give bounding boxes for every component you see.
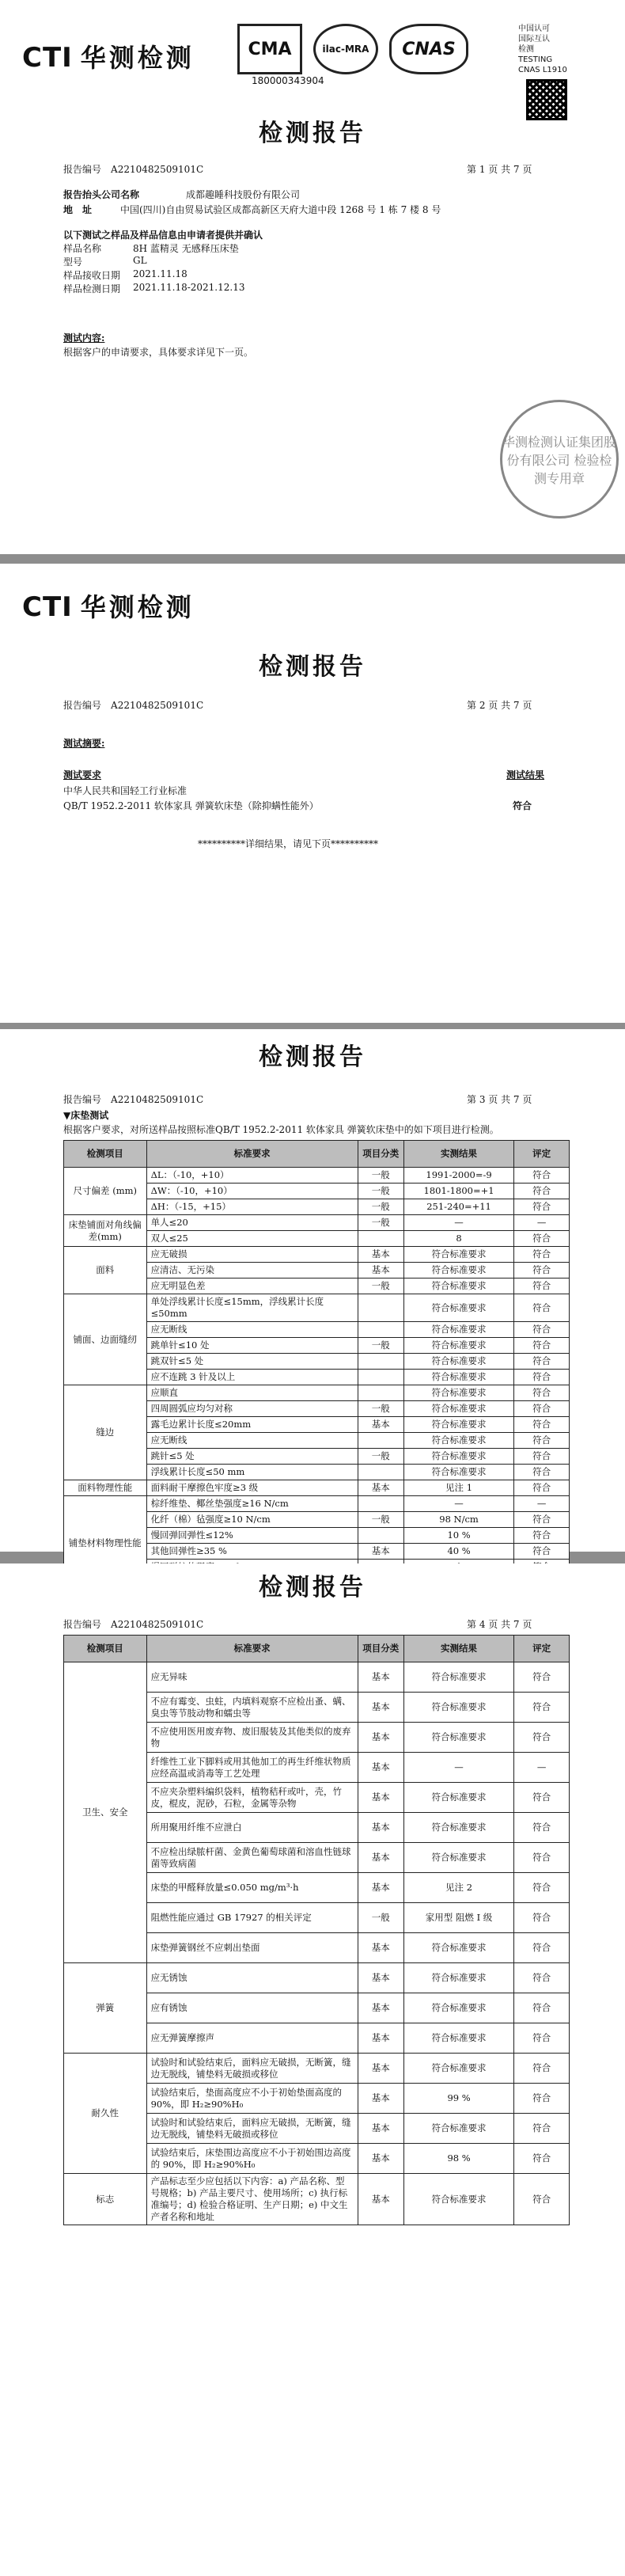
result-cell: 符合标准要求 xyxy=(403,1933,513,1963)
table-row xyxy=(64,1215,570,1231)
requirement-cell: 不应有霉变、虫蛀，内填料观察不应检出蚤、螨、臭虫等节肢动物和蠕虫等 xyxy=(146,1693,358,1723)
result-cell: 见注 1 xyxy=(403,1480,513,1496)
category-cell: 基本 xyxy=(358,1963,403,1993)
item-cell: 铺垫材料物理性能 xyxy=(64,1496,147,1591)
verdict-cell: 符合 xyxy=(514,1184,570,1199)
verdict-cell: 符合 xyxy=(514,1693,570,1723)
verdict-cell: 符合 xyxy=(514,1168,570,1184)
requirement-cell: 应无破损 xyxy=(146,1247,358,1263)
test-table-p4 xyxy=(63,1635,570,2225)
item-cell: 缝边 xyxy=(64,1385,147,1480)
end-note: **********详细结果，请见下页********** xyxy=(198,838,379,849)
item-cell: 卫生、安全 xyxy=(64,1662,147,1963)
result-cell: 符合标准要求 xyxy=(403,1354,513,1370)
result-cell: 符合标准要求 xyxy=(403,1783,513,1813)
verdict-cell: 符合 xyxy=(514,1873,570,1903)
result-cell: 符合标准要求 xyxy=(403,1370,513,1385)
category-cell: 基本 xyxy=(358,1753,403,1783)
page-number: 第 2 页 共 7 页 xyxy=(467,700,532,711)
page-title: 检测报告 xyxy=(259,120,366,147)
verdict-cell: — xyxy=(514,1496,570,1512)
result-cell: 符合标准要求 xyxy=(403,1813,513,1843)
category-cell: 基本 xyxy=(358,1723,403,1753)
verdict-cell: 符合 xyxy=(514,1528,570,1544)
category-cell: 基本 xyxy=(358,1247,403,1263)
requirement-cell: 其他回弹性≥35 % xyxy=(146,1544,358,1560)
requirement-cell: 慢回弹回弹性≤12% xyxy=(146,1528,358,1544)
table-row xyxy=(64,1662,570,1693)
cti-logo: CTI 华测检测 xyxy=(22,591,195,623)
category-cell: 一般 xyxy=(358,1215,403,1231)
item-cell: 床垫铺面对角线偏差(mm) xyxy=(64,1215,147,1247)
verdict-cell: 符合 xyxy=(514,1933,570,1963)
test-content-text: 根据客户的申请要求，具体要求详见下一页。 xyxy=(63,347,254,358)
requirement-cell: 跳双针≤5 处 xyxy=(146,1354,358,1370)
test-content-label: 测试内容: xyxy=(63,332,105,344)
category-cell: 基本 xyxy=(358,1544,403,1560)
requirement-cell: 所用聚用纤维不应泄白 xyxy=(146,1813,358,1843)
category-cell: 基本 xyxy=(358,1693,403,1723)
result-cell: — xyxy=(403,1496,513,1512)
category-cell: 基本 xyxy=(358,2084,403,2114)
result-cell: 符合标准要求 xyxy=(403,1279,513,1294)
page-title: 检测报告 xyxy=(259,1043,366,1071)
item-cell: 耐久性 xyxy=(64,2054,147,2174)
category-cell xyxy=(358,1465,403,1480)
result-cell: 符合标准要求 xyxy=(403,1723,513,1753)
page-number: 第 4 页 共 7 页 xyxy=(467,1619,532,1630)
result-cell: 符合标准要求 xyxy=(403,2023,513,2054)
verdict-cell: 符合 xyxy=(514,1433,570,1449)
category-cell: 一般 xyxy=(358,1449,403,1465)
table-header: 项目分类 xyxy=(358,1141,403,1168)
table-row xyxy=(64,1480,570,1496)
category-cell: 一般 xyxy=(358,1279,403,1294)
requirement-cell: 试验结束后，床垫围边高度应不小于初始围边高度的 90%，即 H₂≥90%H₀ xyxy=(146,2144,358,2174)
verdict-cell: 符合 xyxy=(514,1480,570,1496)
verdict-cell: 符合 xyxy=(514,1843,570,1873)
item-cell: 面料物理性能 xyxy=(64,1480,147,1496)
section-intro: 根据客户要求，对所送样品按照标准QB/T 1952.2-2011 软体家具 弹簧软床垫中的如下项目进行检测。 xyxy=(63,1124,499,1135)
summary-label: 测试摘要: xyxy=(63,738,105,749)
category-cell xyxy=(358,1370,403,1385)
result-cell: 98 % xyxy=(403,2144,513,2174)
verdict-cell: 符合 xyxy=(514,1783,570,1813)
cnas-text: 中国认可 国际互认 检测 TESTING CNAS L1910 xyxy=(518,25,567,74)
requirement-cell: 双人≤25 xyxy=(146,1231,358,1247)
category-cell: 基本 xyxy=(358,1873,403,1903)
category-cell xyxy=(358,1354,403,1370)
item-cell: 弹簧 xyxy=(64,1963,147,2054)
verdict-cell: 符合 xyxy=(514,2174,570,2225)
result-cell: 1801-1800=+1 xyxy=(403,1184,513,1199)
report-page-1: CTI 华测检测 CMA ilac-MRA CNAS 180000343904 中国认可 国际互认 检测 TESTING CNAS L1910 检测报告 报告编号 A2210482509101C 第 1 页 共 7 页 报告抬头公司名称 成都趣睡科技股份有限公司 地 址 中国(四川)自由贸易试验区成都高新区天府大道中段 1268 号 1 栋 7 楼 8 号 以下测试之样品及样品信息由申请者提供并确认 样品名称 8H 蓝精灵 无感释压床垫 型号 GL 样品接收日期 2021.11.18 样品检测日期 2021.11.18-2021.12.13 测试内容: 根据客户的申请要求，具体要求详见下一页。 华测检测认证集团股份有限公司 检验检测专用章 xyxy=(0,0,625,554)
category-cell: 一般 xyxy=(358,1168,403,1184)
verdict-cell: 符合 xyxy=(514,1465,570,1480)
verdict-cell: 符合 xyxy=(514,1263,570,1279)
verdict-cell: 符合 xyxy=(514,1544,570,1560)
requirement-cell: 试验时和试验结束后，面料应无破损，无断簧，缝边无脱线，铺垫料无破损或移位 xyxy=(146,2054,358,2084)
requirement-cell: 应有锈蚀 xyxy=(146,1993,358,2023)
result-cell: 符合标准要求 xyxy=(403,1433,513,1449)
verdict-cell: 符合 xyxy=(514,1401,570,1417)
verdict-cell: 符合 xyxy=(514,2084,570,2114)
result-cell: 符合标准要求 xyxy=(403,1843,513,1873)
section-title: ▼床垫测试 xyxy=(63,1110,109,1121)
verdict-cell: 符合 xyxy=(514,1903,570,1933)
result-cell: 符合标准要求 xyxy=(403,1322,513,1338)
requirement-cell: 产品标志至少应包括以下内容：a) 产品名称、型号规格；b) 产品主要尺寸、使用场所；c) 执行标准编号；d) 检验合格证明、生产日期；e) 中文生产者名称和地址 xyxy=(146,2174,358,2225)
requirement-cell: 单人≤20 xyxy=(146,1215,358,1231)
table-row xyxy=(64,1247,570,1263)
result-cell: 符合标准要求 xyxy=(403,2114,513,2144)
result-cell: 99 % xyxy=(403,2084,513,2114)
result-cell: 1991-2000=-9 xyxy=(403,1168,513,1184)
requirement-cell: 不应夹杂塑料编织袋料，植物秸秆或叶，壳，竹皮，棍皮，泥砂，石粒，金属等杂物 xyxy=(146,1783,358,1813)
requirement-cell: 浮线累计长度≤50 mm xyxy=(146,1465,358,1480)
result-cell: 符合标准要求 xyxy=(403,1385,513,1401)
table-header: 检测项目 xyxy=(64,1141,147,1168)
requirement-cell: 床垫的甲醛释放量≤0.050 mg/m³·h xyxy=(146,1873,358,1903)
table-row xyxy=(64,1385,570,1401)
result-cell: 符合标准要求 xyxy=(403,1465,513,1480)
verdict-cell: 符合 xyxy=(514,1247,570,1263)
category-cell: 基本 xyxy=(358,1417,403,1433)
category-cell xyxy=(358,1496,403,1512)
result-cell: 符合标准要求 xyxy=(403,2174,513,2225)
table-row xyxy=(64,1496,570,1512)
cnas-mark: CNAS xyxy=(389,24,468,74)
table-header: 实测结果 xyxy=(403,1636,513,1662)
category-cell: 一般 xyxy=(358,1338,403,1354)
category-cell: 基本 xyxy=(358,2023,403,2054)
requirement-cell: 应不连跳 3 针及以上 xyxy=(146,1370,358,1385)
result-cell: 符合标准要求 xyxy=(403,1693,513,1723)
verdict-cell: 符合 xyxy=(514,2054,570,2084)
result-cell: 符合标准要求 xyxy=(403,1294,513,1322)
category-cell: 基本 xyxy=(358,1783,403,1813)
table-header: 项目分类 xyxy=(358,1636,403,1662)
result-cell: — xyxy=(403,1215,513,1231)
verdict-cell: 符合 xyxy=(514,1417,570,1433)
verdict-cell: 符合 xyxy=(514,1963,570,1993)
result-cell: 符合标准要求 xyxy=(403,1247,513,1263)
requirement-cell: 阻燃性能应通过 GB 17927 的相关评定 xyxy=(146,1903,358,1933)
requirement-cell: ΔH：（-15，+15） xyxy=(146,1199,358,1215)
result-cell: 40 % xyxy=(403,1544,513,1560)
verdict-cell: 符合 xyxy=(514,1993,570,2023)
category-cell xyxy=(358,1433,403,1449)
requirement-cell: 棕纤维垫、椰丝垫强度≥16 N/cm xyxy=(146,1496,358,1512)
requirement-cell: 应无断线 xyxy=(146,1433,358,1449)
verdict-cell: 符合 xyxy=(514,1813,570,1843)
report-number: 报告编号 A2210482509101C xyxy=(63,164,204,175)
page-number: 第 3 页 共 7 页 xyxy=(467,1094,532,1105)
requirement-cell: 应无弹簧摩擦声 xyxy=(146,2023,358,2054)
result-cell: 251-240=+11 xyxy=(403,1199,513,1215)
requirement-cell: 面料耐干摩擦色牢度≥3 级 xyxy=(146,1480,358,1496)
result-cell: 符合标准要求 xyxy=(403,1263,513,1279)
requirement-cell: 露毛边累计长度≤20mm xyxy=(146,1417,358,1433)
result-cell: 见注 2 xyxy=(403,1873,513,1903)
table-header: 检测项目 xyxy=(64,1636,147,1662)
table-row xyxy=(64,1963,570,1993)
category-cell: 基本 xyxy=(358,1843,403,1873)
verdict-cell: 符合 xyxy=(514,1723,570,1753)
verdict-cell: 符合 xyxy=(514,1354,570,1370)
requirement-cell: 应无异味 xyxy=(146,1662,358,1693)
official-seal: 华测检测认证集团股份有限公司 检验检测专用章 xyxy=(500,400,619,519)
category-cell xyxy=(358,1322,403,1338)
ilac-mark: ilac-MRA xyxy=(313,24,378,74)
verdict-cell: 符合 xyxy=(514,1338,570,1354)
category-cell: 基本 xyxy=(358,2174,403,2225)
requirement-cell: 试验结束后，垫面高度应不小于初始垫面高度的 90%，即 H₂≥90%H₀ xyxy=(146,2084,358,2114)
category-cell: 一般 xyxy=(358,1184,403,1199)
verdict-cell: — xyxy=(514,1215,570,1231)
summary-result: 符合 xyxy=(513,800,532,811)
verdict-cell: 符合 xyxy=(514,2114,570,2144)
verdict-cell: 符合 xyxy=(514,1294,570,1322)
requirement-cell: 单处浮线累计长度≤15mm，浮线累计长度≤50mm xyxy=(146,1294,358,1322)
sample-note: 以下测试之样品及样品信息由申请者提供并确认 xyxy=(63,230,263,241)
requirement-cell: 不应使用医用废弃物、废旧服装及其他类似的废弃物 xyxy=(146,1723,358,1753)
verdict-cell: 符合 xyxy=(514,1231,570,1247)
table-header: 实测结果 xyxy=(403,1141,513,1168)
requirement-cell: 应顺直 xyxy=(146,1385,358,1401)
requirement-cell: 床垫弹簧钢丝不应刺出垫面 xyxy=(146,1933,358,1963)
table-header: 评定 xyxy=(514,1141,570,1168)
category-cell: 基本 xyxy=(358,1813,403,1843)
verdict-cell: 符合 xyxy=(514,1322,570,1338)
category-cell xyxy=(358,1528,403,1544)
category-cell: 一般 xyxy=(358,1903,403,1933)
requirement-cell: 应无断线 xyxy=(146,1322,358,1338)
verdict-cell: — xyxy=(514,1753,570,1783)
item-cell: 尺寸偏差 (mm) xyxy=(64,1168,147,1215)
verdict-cell: 符合 xyxy=(514,1385,570,1401)
category-cell: 基本 xyxy=(358,1933,403,1963)
category-cell: 基本 xyxy=(358,1263,403,1279)
category-cell: 基本 xyxy=(358,2144,403,2174)
verdict-cell: 符合 xyxy=(514,1512,570,1528)
result-cell: 符合标准要求 xyxy=(403,2054,513,2084)
report-page-4: 检测报告 报告编号 A2210482509101C 第 4 页 共 7 页 检测项目 标准要求 项目分类 实测结果 评定 卫生、安全 应无异味 基本 符合标准要求 符合 不应有霉变、虫蛀，内填料观察不应检出蚤、螨、臭虫等节肢动物和蠕虫等 基本 符合标准要求 符合 不应使用医用废弃物、废旧服装及其他类似的废弃物 基本 符合标准要求 符合 纤维性工业下脚料或用其他加工的再生纤维状物质应经高温或消毒等工艺处理 基本 — — 不应夹杂塑料编织袋料，植物秸秆或叶，壳，竹皮，棍皮，泥砂，石粒，金属等杂物 基本 符合标准要求 符合 所用聚用纤维不应泄白 基本 符合标准要求 符合 不应检出绿脓杆菌、金黄色葡萄球菌和溶血性链球菌等致病菌 基本 符合标准要求 符合 床垫的甲醛释放量≤0.050 mg/m³·h 基本 见注 2 符合 阻燃性能应通过 GB 17927 的相关评定 一般 家用型 阻燃 I 级 符合 床垫弹簧钢丝不应刺出垫面 基本 符合标准要求 符合 弹簧 应无锈蚀 基本 符合标准要求 符合 应有锈蚀 基本 符合标准要求 符合 应无弹簧摩擦声 基本 符合标准要求 符合 耐久性 试验时和试验结束后，面料应无破损，无断簧，缝边无脱线，铺垫料无破损或移位 基本 符合标准要求 符合 试验结束后，垫面高度应不小于初始垫面高度的 90%，即 H₂≥90%H₀ 基本 99 % 符合 试验时和试验结束后，面料应无破损，无断簧，缝边无脱线，铺垫料无破损或移位 基本 符合标准要求 符合 试验结束后，床垫围边高度应不小于初始围边高度的 90%，即 H₂≥90%H₀ 基本 98 % 符合 标志 产品标志至少应包括以下内容：a) 产品名称、型号规格；b) 产品主要尺寸、使用场所；c) 执行标准编号；d) 检验合格证明、生产日期；e) 中文生产者名称和地址 基本 符合标准要求 符合 xyxy=(0,1563,625,2576)
requirement-cell: 跳单针≤10 处 xyxy=(146,1338,358,1354)
result-cell: 98 N/cm xyxy=(403,1512,513,1528)
category-cell: 基本 xyxy=(358,1662,403,1693)
requirement-cell: 应清洁、无污染 xyxy=(146,1263,358,1279)
requirement-cell: 化纤（棉）毡强度≥10 N/cm xyxy=(146,1512,358,1528)
requirement-cell: 不应检出绿脓杆菌、金黄色葡萄球菌和溶血性链球菌等致病菌 xyxy=(146,1843,358,1873)
requirement-cell: 应无明显色差 xyxy=(146,1279,358,1294)
table-row xyxy=(64,2054,570,2084)
category-cell: 基本 xyxy=(358,1993,403,2023)
category-cell: 基本 xyxy=(358,1480,403,1496)
cti-logo: CTI 华测检测 xyxy=(22,42,195,74)
category-cell xyxy=(358,1385,403,1401)
verdict-cell: 符合 xyxy=(514,1279,570,1294)
result-cell: 符合标准要求 xyxy=(403,1338,513,1354)
category-cell xyxy=(358,1294,403,1322)
table-header: 评定 xyxy=(514,1636,570,1662)
item-cell: 铺面、边面缝纫 xyxy=(64,1294,147,1385)
page-title: 检测报告 xyxy=(259,653,366,681)
result-cell: 符合标准要求 xyxy=(403,1449,513,1465)
test-table-p3 xyxy=(63,1140,570,1591)
requirement-cell: ΔW：（-10，+10） xyxy=(146,1184,358,1199)
requirement-cell: 纤维性工业下脚料或用其他加工的再生纤维状物质应经高温或消毒等工艺处理 xyxy=(146,1753,358,1783)
verdict-cell: 符合 xyxy=(514,2144,570,2174)
report-page-3: 检测报告 报告编号 A2210482509101C 第 3 页 共 7 页 ▼床垫测试 根据客户要求，对所送样品按照标准QB/T 1952.2-2011 软体家具 弹簧软床垫中的如下项目进行检测。 检测项目 标准要求 项目分类 实测结果 评定 尺寸偏差 (mm) ΔL：（-10，+10） 一般 1991-2000=-9 符合 ΔW：（-10，+10） 一般 1801-1800=+1 符合 ΔH：（-15，+15） 一般 251-240=+11 符合 床垫铺面对角线偏差(mm) 单人≤20 一般 — — 双人≤25 8 符合 面料 应无破损 基本 符合标准要求 符合 应清洁、无污染 基本 符合标准要求 符合 应无明显色差 一般 符合标准要求 符合 铺面、边面缝纫 单处浮线累计长度≤15mm，浮线累计长度≤50mm 符合标准要求 符合 应无断线 符合标准要求 符合 跳单针≤10 处 一般 符合标准要求 符合 跳双针≤5 处 符合标准要求 符合 应不连跳 3 针及以上 符合标准要求 符合 缝边 应顺直 符合标准要求 符合 四周圆弧应均匀对称 一般 符合标准要求 符合 露毛边累计长度≤20mm 基本 符合标准要求 符合 应无断线 符合标准要求 符合 跳针≤5 处 一般 符合标准要求 符合 浮线累计长度≤50 mm 符合标准要求 符合 面料物理性能 面料耐干摩擦色牢度≥3 级 基本 见注 1 符合 铺垫材料物理性能 棕纤维垫、椰丝垫强度≥16 N/cm — — 化纤（棉）毡强度≥10 N/cm 一般 98 N/cm 符合 慢回弹回弹性≤12% 10 % 符合 其他回弹性≥35 % 基本 40 % 符合 xyxy=(0,1029,625,1552)
result-cell: 家用型 阻燃 I 级 xyxy=(403,1903,513,1933)
table-row xyxy=(64,1294,570,1322)
item-cell: 标志 xyxy=(64,2174,147,2225)
category-cell: 一般 xyxy=(358,1401,403,1417)
category-cell xyxy=(358,1231,403,1247)
page-title: 检测报告 xyxy=(259,1574,366,1601)
verdict-cell: 符合 xyxy=(514,1662,570,1693)
verdict-cell: 符合 xyxy=(514,1449,570,1465)
requirement-cell: 试验时和试验结束后，面料应无破损，无断簧，缝边无脱线，铺垫料无破损或移位 xyxy=(146,2114,358,2144)
result-cell: 符合标准要求 xyxy=(403,1417,513,1433)
table-header: 标准要求 xyxy=(146,1636,358,1662)
table-row xyxy=(64,1168,570,1184)
table-header: 标准要求 xyxy=(146,1141,358,1168)
result-cell: 8 xyxy=(403,1231,513,1247)
report-page-2: CTI 华测检测 检测报告 报告编号 A2210482509101C 第 2 页 共 7 页 测试摘要: 测试要求 测试结果 中华人民共和国轻工行业标准 QB/T 1952.2-2011 软体家具 弹簧软床垫（除抑螨性能外） 符合 **********详细结果，请见下页********** xyxy=(0,564,625,1023)
category-cell: 一般 xyxy=(358,1199,403,1215)
result-cell: 10 % xyxy=(403,1528,513,1544)
table-row xyxy=(64,2174,570,2225)
accreditation-marks xyxy=(237,24,468,74)
requirement-cell: ΔL：（-10，+10） xyxy=(146,1168,358,1184)
category-cell: 基本 xyxy=(358,2114,403,2144)
cma-mark: CMA xyxy=(237,24,302,74)
category-cell: 基本 xyxy=(358,2054,403,2084)
cma-number: 180000343904 xyxy=(252,75,324,86)
result-cell: 符合标准要求 xyxy=(403,1401,513,1417)
result-cell: — xyxy=(403,1753,513,1783)
result-cell: 符合标准要求 xyxy=(403,1963,513,1993)
result-cell: 符合标准要求 xyxy=(403,1662,513,1693)
verdict-cell: 符合 xyxy=(514,1199,570,1215)
page-number: 第 1 页 共 7 页 xyxy=(467,164,532,175)
requirement-cell: 跳针≤5 处 xyxy=(146,1449,358,1465)
verdict-cell: 符合 xyxy=(514,1370,570,1385)
item-cell: 面料 xyxy=(64,1247,147,1294)
requirement-cell: 应无锈蚀 xyxy=(146,1963,358,1993)
verdict-cell: 符合 xyxy=(514,2023,570,2054)
category-cell: 一般 xyxy=(358,1512,403,1528)
requirement-cell: 四周圆弧应均匀对称 xyxy=(146,1401,358,1417)
result-cell: 符合标准要求 xyxy=(403,1993,513,2023)
